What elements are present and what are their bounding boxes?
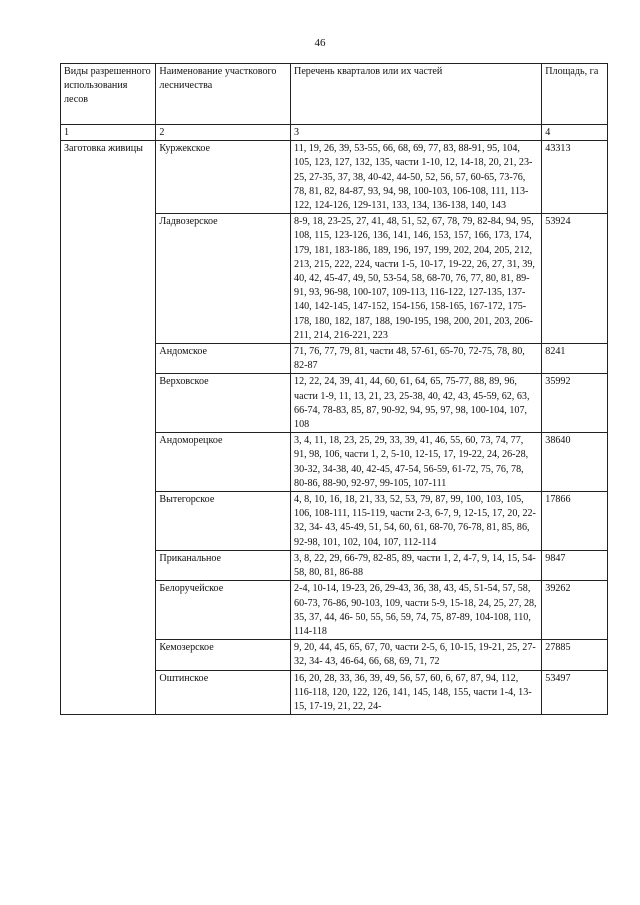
area-value: 43313 (542, 141, 608, 214)
area-value: 53497 (542, 670, 608, 715)
header-quarters: Перечень кварталов или их частей (291, 64, 542, 125)
forestry-name: Ладвозерское (156, 214, 291, 344)
quarters-list: 9, 20, 44, 45, 65, 67, 70, части 2-5, 6, 10-15, 19-21, 25, 27-32, 34- 43, 46-64, 66, 68, 69, 71, 72 (291, 640, 542, 670)
use-type-cell: Заготовка живицы (61, 141, 156, 715)
area-value: 8241 (542, 344, 608, 374)
quarters-list: 71, 76, 77, 79, 81, части 48, 57-61, 65-70, 72-75, 78, 80, 82-87 (291, 344, 542, 374)
area-value: 35992 (542, 374, 608, 433)
quarters-list: 3, 4, 11, 18, 23, 25, 29, 33, 39, 41, 46, 55, 60, 73, 74, 77, 91, 98, 106, части 1, 2, 5-10, 12-15, 17, 19-22, 24, 26-28, 30-32, 34-38, 40, 42-45, 47-54, 56-59, 61-72, 75, 76, 78, 80-86, 88-90, 92-97, 99-105, 107-111 (291, 433, 542, 492)
forestry-name: Куржекское (156, 141, 291, 214)
forestry-name: Верховское (156, 374, 291, 433)
area-value: 38640 (542, 433, 608, 492)
quarters-list: 8-9, 18, 23-25, 27, 41, 48, 51, 52, 67, 78, 79, 82-84, 94, 95, 108, 115, 123-126, 136, 141, 146, 153, 157, 166, 173, 174, 179, 181, 183-186, 189, 196, 197, 199, 202, 204, 205, 212, 213, 215, 222, 224, части 1-5, 10-17, 19-22, 26, 27, 31, 39, 40, 42, 45-47, 49, 50, 53-54, 58, 68-70, 76, 77, 80, 81, 89-91, 93, 96-98, 100-107, 109-113, 116-122, 127-135, 137-140, 142-145, 147-152, 154-156, 158-165, 167-172, 175-178, 180, 182, 187, 188, 190-195, 198, 200, 201, 203, 206- 211, 214, 216-221, 223 (291, 214, 542, 344)
header-use-type: Виды разрешенного использования лесов (61, 64, 156, 125)
column-number: 1 (61, 125, 156, 141)
area-value: 27885 (542, 640, 608, 670)
area-value: 9847 (542, 550, 608, 580)
forestry-name: Оштинское (156, 670, 291, 715)
quarters-list: 3, 8, 22, 29, 66-79, 82-85, 89, части 1, 2, 4-7, 9, 14, 15, 54-58, 80, 81, 86-88 (291, 550, 542, 580)
column-number: 2 (156, 125, 291, 141)
forestry-name: Кемозерское (156, 640, 291, 670)
quarters-list: 2-4, 10-14, 19-23, 26, 29-43, 36, 38, 43, 45, 51-54, 57, 58, 60-73, 76-86, 90-103, 109, части 5-9, 15-18, 24, 25, 27, 28, 35, 37, 44, 46- 50, 55, 56, 59, 74, 75, 87-89, 104-108, 110, 114-118 (291, 581, 542, 640)
forestry-name: Белоручейское (156, 581, 291, 640)
page-number: 46 (314, 37, 326, 49)
quarters-table (60, 63, 608, 715)
column-number: 4 (542, 125, 608, 141)
area-value: 17866 (542, 492, 608, 551)
forestry-name: Андоморецкое (156, 433, 291, 492)
column-number: 3 (291, 125, 542, 141)
quarters-list: 11, 19, 26, 39, 53-55, 66, 68, 69, 77, 83, 88-91, 95, 104, 105, 123, 127, 132, 135, части 1-10, 12, 14-18, 20, 21, 23-25, 27-35, 37, 38, 40-42, 44-50, 52, 56, 57, 60-65, 73-76, 78, 81, 82, 84-87, 93, 94, 98, 100-103, 106-108, 111, 113-122, 124-126, 129-131, 133, 134, 136-138, 140, 143 (291, 141, 542, 214)
area-value: 39262 (542, 581, 608, 640)
column-numbers-row (61, 125, 608, 141)
table-row (61, 141, 608, 214)
quarters-list: 4, 8, 10, 16, 18, 21, 33, 52, 53, 79, 87, 99, 100, 103, 105, 106, 108-111, 115-119, части 2-3, 6-7, 9, 12-15, 17, 20, 22-32, 34- 43, 45-49, 51, 54, 60, 61, 68-70, 76-78, 81, 85, 86, 92-98, 101, 102, 104, 107, 112-114 (291, 492, 542, 551)
quarters-list: 16, 20, 28, 33, 36, 39, 49, 56, 57, 60, 6, 67, 87, 94, 112, 116-118, 120, 122, 126, 141, 145, 148, 155, части 1-4, 13-15, 17-19, 21, 22, 24- (291, 670, 542, 715)
forestry-name: Вытегорское (156, 492, 291, 551)
forestry-name: Андомское (156, 344, 291, 374)
table-header-row (61, 64, 608, 125)
header-forestry-name: Наименование участкового лесничества (156, 64, 291, 125)
area-value: 53924 (542, 214, 608, 344)
forestry-name: Приканальное (156, 550, 291, 580)
quarters-list: 12, 22, 24, 39, 41, 44, 60, 61, 64, 65, 75-77, 88, 89, 96, части 1-9, 11, 13, 21, 23, 25-38, 40, 42, 43, 45-59, 62, 63, 66-74, 78-83, 85, 87, 90-92, 94, 95, 97, 98, 100-104, 107, 108 (291, 374, 542, 433)
header-area: Площадь, га (542, 64, 608, 125)
